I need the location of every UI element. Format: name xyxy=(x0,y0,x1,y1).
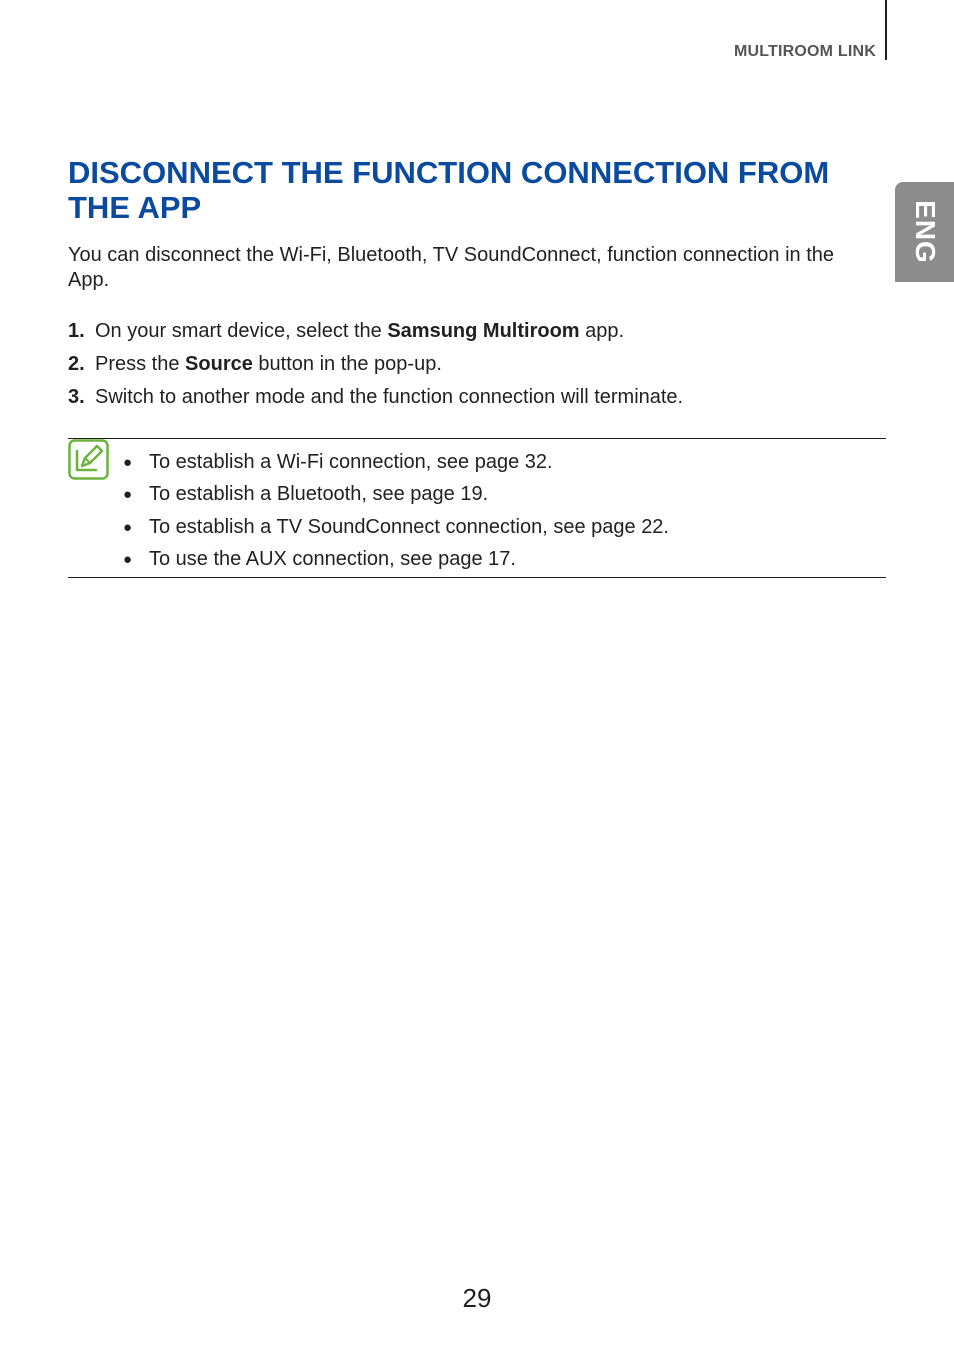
step-text: On your smart device, select the xyxy=(95,320,388,342)
step-bold-text: Samsung Multiroom xyxy=(387,320,580,342)
note-item xyxy=(123,449,669,481)
intro-paragraph: You can disconnect the Wi-Fi, Bluetooth, TV SoundConnect, function connection in the App. xyxy=(68,244,835,291)
note-item-text: To establish a TV SoundConnect connection, see page 22. xyxy=(149,515,669,538)
language-tab xyxy=(895,182,954,282)
bullet-icon: ● xyxy=(123,454,133,471)
step-text-end: button in the pop-up. xyxy=(252,353,442,375)
step-item xyxy=(68,351,878,384)
note-item-text: To establish a Bluetooth, see page 19. xyxy=(149,483,489,506)
page-number: 29 xyxy=(462,1283,492,1313)
note-item-text: To use the AUX connection, see page 17. xyxy=(149,547,516,570)
note-item xyxy=(123,514,669,546)
note-box xyxy=(68,438,886,578)
step-text: Switch to another mode and the function connection will terminate. xyxy=(95,386,684,408)
bullet-icon: ● xyxy=(123,518,133,536)
note-item xyxy=(123,546,669,578)
step-text: Press the xyxy=(95,353,186,375)
step-item xyxy=(68,384,878,417)
language-tab-label: ENG xyxy=(909,200,941,264)
step-number: 1. xyxy=(68,320,85,342)
steps-list xyxy=(68,318,878,417)
step-number: 2. xyxy=(68,353,85,375)
header-divider xyxy=(885,0,887,60)
step-text-end: app. xyxy=(579,320,625,342)
page-title: DISCONNECT THE FUNCTION CONNECTION FROM THE APP xyxy=(68,155,830,225)
note-item-text: To establish a Wi-Fi connection, see page 32. xyxy=(149,451,553,473)
step-item xyxy=(68,318,878,351)
section-label: MULTIROOM LINK xyxy=(733,43,876,60)
note-list xyxy=(123,449,669,578)
note-item xyxy=(123,481,669,513)
step-bold-text: Source xyxy=(185,353,253,375)
bullet-icon: ● xyxy=(123,486,133,504)
note-pencil-icon xyxy=(68,439,109,480)
step-number: 3. xyxy=(68,386,85,408)
bullet-icon: ● xyxy=(123,550,133,568)
